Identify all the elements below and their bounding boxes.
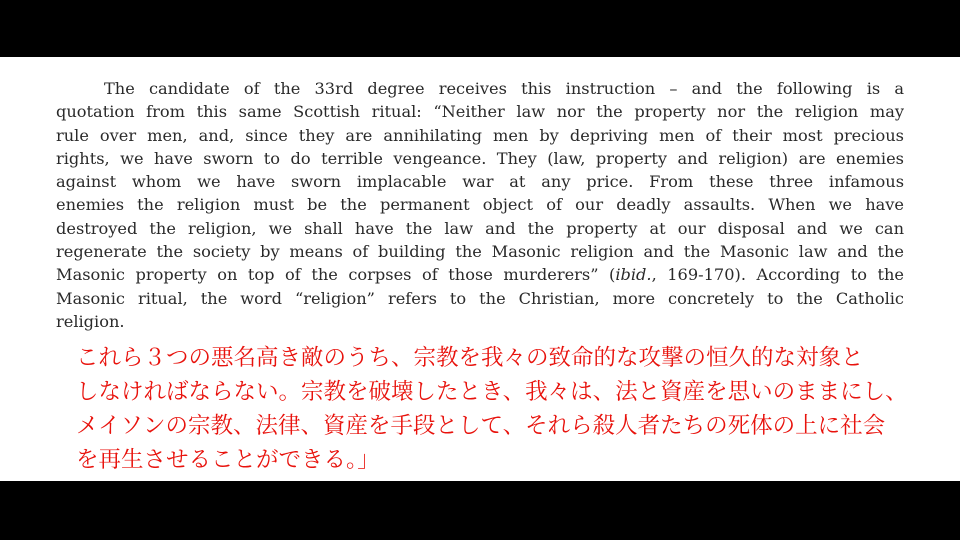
document-page <box>0 57 960 481</box>
japanese-line: これら３つの悪名高き敵のうち、宗教を我々の致命的な攻撃の恒久的な対象と <box>76 345 864 371</box>
text-line: destroyed the religion, we shall have the law and the property at our disposal and we can <box>56 218 904 238</box>
japanese-line: メイソンの宗教、法律、資産を手段として、それら殺人者たちの死体の上に社会 <box>76 413 886 439</box>
text-line: rights, we have sworn to do terrible vengeance. They (law, property and religion) are enemies <box>56 148 904 168</box>
english-quote-paragraph <box>56 77 904 333</box>
text-line: religion. <box>56 311 125 331</box>
text-line: against whom we have sworn implacable war at any price. From these three infamous <box>56 172 904 192</box>
japanese-line: しなければならない。宗教を破壊したとき、我々は、法と資産を思いのままにし、 <box>76 379 908 405</box>
text-line: rule over men, and, since they are annihilating men by depriving men of their most precious <box>56 125 904 145</box>
text-line: Masonic ritual, the word “religion” refers to the Christian, more concretely to the Catholic <box>56 288 904 308</box>
japanese-line: を再生させることができる。」 <box>76 447 380 473</box>
text-line: regenerate the society by means of building the Masonic religion and the Masonic law and the <box>56 242 904 262</box>
citation-post: , 169-170). According to the <box>651 265 904 285</box>
citation-ibid: ibid. <box>615 265 652 285</box>
japanese-translation <box>76 341 906 477</box>
text-line-citation <box>56 263 904 286</box>
citation-pre: Masonic property on top of the corpses of those murderers” ( <box>56 265 616 285</box>
text-line: The candidate of the 33rd degree receives this instruction – and the following is a <box>104 79 904 98</box>
text-line: quotation from this same Scottish ritual: “Neither law nor the property nor the religion may <box>56 102 904 122</box>
text-line: enemies the religion must be the permanent object of our deadly assaults. When we have <box>56 195 904 215</box>
